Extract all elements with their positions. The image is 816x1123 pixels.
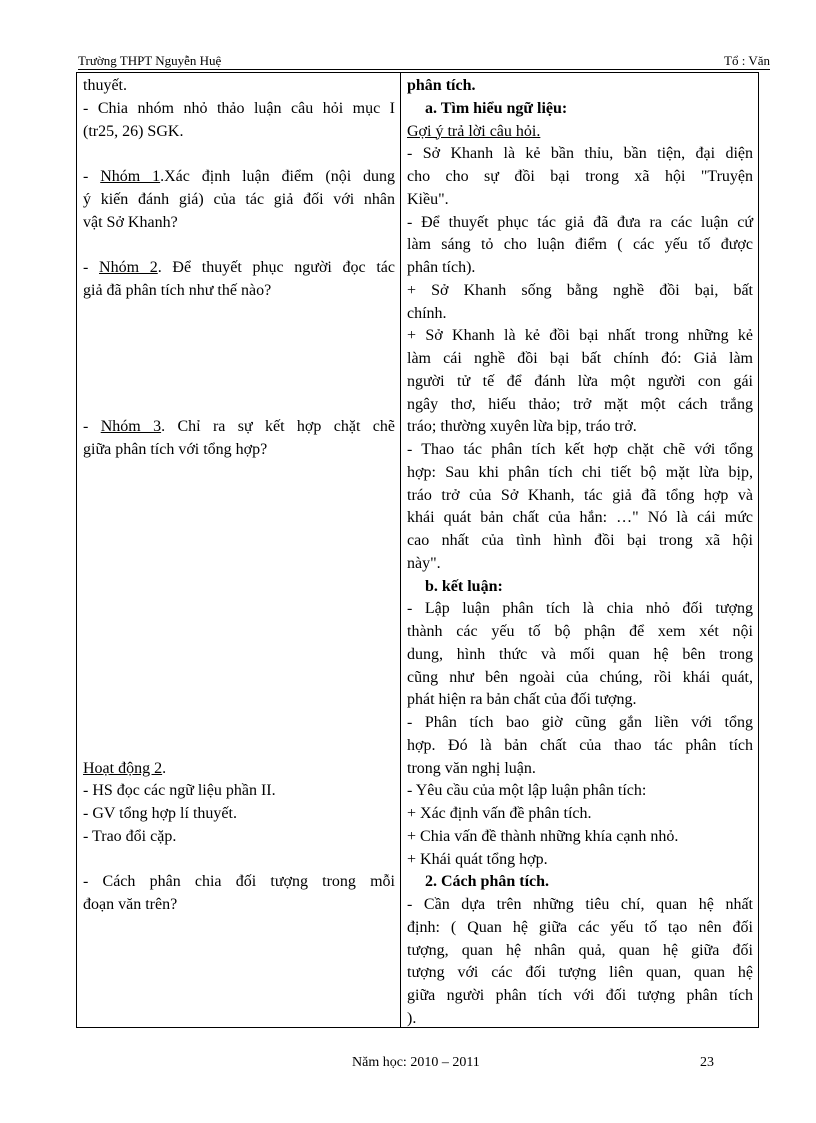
text-line: tráo trở của Sở Khanh, tác giả đã tổng hợp và xyxy=(407,486,753,504)
blank-line xyxy=(83,644,395,667)
section-2-heading: 2. Cách phân tích. xyxy=(425,873,550,891)
section-a-heading: a. Tìm hiểu ngữ liệu: xyxy=(425,99,568,117)
blank-line xyxy=(83,735,395,758)
text-line: - Cách phân chia đối tượng trong mỗi xyxy=(83,873,395,891)
text-line: phân tích). xyxy=(407,259,476,276)
text-line: ). xyxy=(407,1009,417,1027)
text-line: đoạn văn trên? xyxy=(83,896,178,913)
lesson-table xyxy=(76,72,759,1028)
text-line: (tr25, 26) SGK. xyxy=(83,122,184,140)
blank-line xyxy=(83,303,395,326)
text-line: thành các yếu tố bộ phận để xem xét nội xyxy=(407,623,753,640)
text-line: - Lập luận phân tích là chia nhỏ đối tượng xyxy=(407,600,753,618)
blank-line xyxy=(83,462,395,485)
column-divider xyxy=(400,73,401,1027)
activity-2-label: Hoạt động 2 xyxy=(83,759,163,777)
text-line: cũng như bên ngoài của chúng, rồi khái quát, xyxy=(407,668,753,686)
text-line: làm cái nghề đồi bại bất chính đó: Giả làm xyxy=(407,350,753,367)
text-line: chính. xyxy=(407,304,447,322)
text-line: hợp: Sau khi phân tích chi tiết bộ mặt lừa bịp, xyxy=(407,463,753,481)
text-line: trong văn nghị luận. xyxy=(407,759,536,777)
text-line: Gợi ý trả lời câu hỏi. xyxy=(407,122,541,140)
school-year: Năm học: 2010 – 2011 xyxy=(352,1055,480,1070)
section-b-heading: b. kết luận: xyxy=(425,577,503,595)
text-line: định: ( Quan hệ giữa các yếu tố tạo nên đối xyxy=(407,918,753,936)
blank-line xyxy=(83,234,395,257)
blank-line xyxy=(83,530,395,553)
text-line: ngây thơ, hiếu thảo; trở mặt một cách trắng xyxy=(407,395,753,413)
blank-line xyxy=(83,325,395,348)
group-3-label: Nhóm 3 xyxy=(100,418,162,436)
group-2-label: Nhóm 2 xyxy=(99,259,158,276)
activity-2-heading: Hoạt động 2. xyxy=(83,759,167,777)
blank-line xyxy=(83,553,395,576)
text-line: cao nhất của tình hình đồi bại trong xã hội xyxy=(407,532,753,549)
blank-line xyxy=(83,598,395,621)
blank-line xyxy=(83,371,395,394)
text-line: tráo; thường xuyên lừa bịp, tráo trở. xyxy=(407,418,637,436)
text-line: này". xyxy=(407,554,441,572)
group-2-question: - Nhóm 2. Để thuyết phục người đọc tác xyxy=(83,259,396,276)
text-line: tượng với các đối tượng liên quan, quan hệ xyxy=(407,964,753,982)
group-1-question: - Nhóm 1.Xác định luận điểm (nội dung xyxy=(83,168,396,185)
text-line: cho cho sự đồi bại trong xã hội "Truyện xyxy=(407,168,753,185)
text-line: - Chia nhóm nhỏ thảo luận câu hỏi mục I xyxy=(83,99,395,117)
text-line: - Để thuyết phục tác giả đã đưa ra các luận cứ xyxy=(407,213,753,231)
text-line: - Sở Khanh là kẻ bần thỉu, bần tiện, đại diện xyxy=(407,145,753,163)
text-line: + Chia vấn đề thành những khía cạnh nhỏ. xyxy=(407,827,679,845)
text-line: thuyết. xyxy=(83,77,127,94)
text-line: dung, hình thức và mối quan hệ bên trong xyxy=(407,645,753,663)
text-line: giả đã phân tích như thế nào? xyxy=(83,281,272,299)
blank-line xyxy=(83,576,395,599)
text-line: + Xác định vấn đề phân tích. xyxy=(407,805,592,822)
text-line: + Khái quát tổng hợp. xyxy=(407,850,548,868)
text-line: - Trao đổi cặp. xyxy=(83,827,177,845)
blank-line xyxy=(83,485,395,508)
blank-line xyxy=(83,621,395,644)
blank-line xyxy=(83,667,395,690)
blank-line xyxy=(83,849,395,872)
text-line: - Thao tác phân tích kết hợp chặt chẽ với tổng xyxy=(407,441,753,458)
text-line: làm sáng tỏ cho luận điểm ( các yếu tố được xyxy=(407,236,753,254)
blank-line xyxy=(83,689,395,712)
text-line: - Cần dựa trên những tiêu chí, quan hệ nhất xyxy=(407,896,753,913)
text-line: hợp. Đó là bản chất của thao tác phân tích xyxy=(407,736,753,754)
page-number: 23 xyxy=(700,1055,714,1070)
teacher-activity-column xyxy=(83,75,395,917)
text-line: giữa người phân tích với đối tượng phân tích xyxy=(407,987,753,1004)
text-line: + Sở Khanh sống bằng nghề đồi bại, bất xyxy=(407,281,753,299)
department-name: Tổ : Văn xyxy=(724,53,770,68)
blank-line xyxy=(83,394,395,417)
blank-line xyxy=(83,507,395,530)
text-line: - GV tổng hợp lí thuyết. xyxy=(83,805,237,822)
text-line: phát hiện ra bản chất của đối tượng. xyxy=(407,691,637,709)
group-3-question: - Nhóm 3. Chỉ ra sự kết hợp chặt chẽ xyxy=(83,418,395,436)
text-line: ý kiến đánh giá) của tác giả đối với nhân xyxy=(83,190,395,208)
text-line: - Phân tích bao giờ cũng gắn liền với tổng xyxy=(407,714,753,731)
text-line: khái quát bản chất của hắn: …" Nó là cái mức xyxy=(407,509,753,527)
text-line: phân tích. xyxy=(407,77,476,94)
text-line: - HS đọc các ngữ liệu phần II. xyxy=(83,782,276,800)
blank-line xyxy=(83,712,395,735)
page-header xyxy=(78,53,770,70)
school-name: Trường THPT Nguyễn Huệ xyxy=(78,53,222,68)
text-line: + Sở Khanh là kẻ đồi bại nhất trong những kẻ xyxy=(407,327,753,345)
blank-line xyxy=(83,143,395,166)
text-line: tượng, quan hệ nhân quả, quan hệ giữa đối xyxy=(407,941,753,959)
text-line: Kiều". xyxy=(407,190,449,208)
blank-line xyxy=(83,348,395,371)
text-line: - Yêu cầu của một lập luận phân tích: xyxy=(407,782,647,800)
content-column xyxy=(407,75,753,1031)
group-1-label: Nhóm 1 xyxy=(100,168,161,185)
text-line: vật Sở Khanh? xyxy=(83,213,178,231)
text-line: người tử tế để đánh lừa một người con gái xyxy=(407,372,753,390)
text-line: giữa phân tích với tổng hợp? xyxy=(83,441,268,458)
